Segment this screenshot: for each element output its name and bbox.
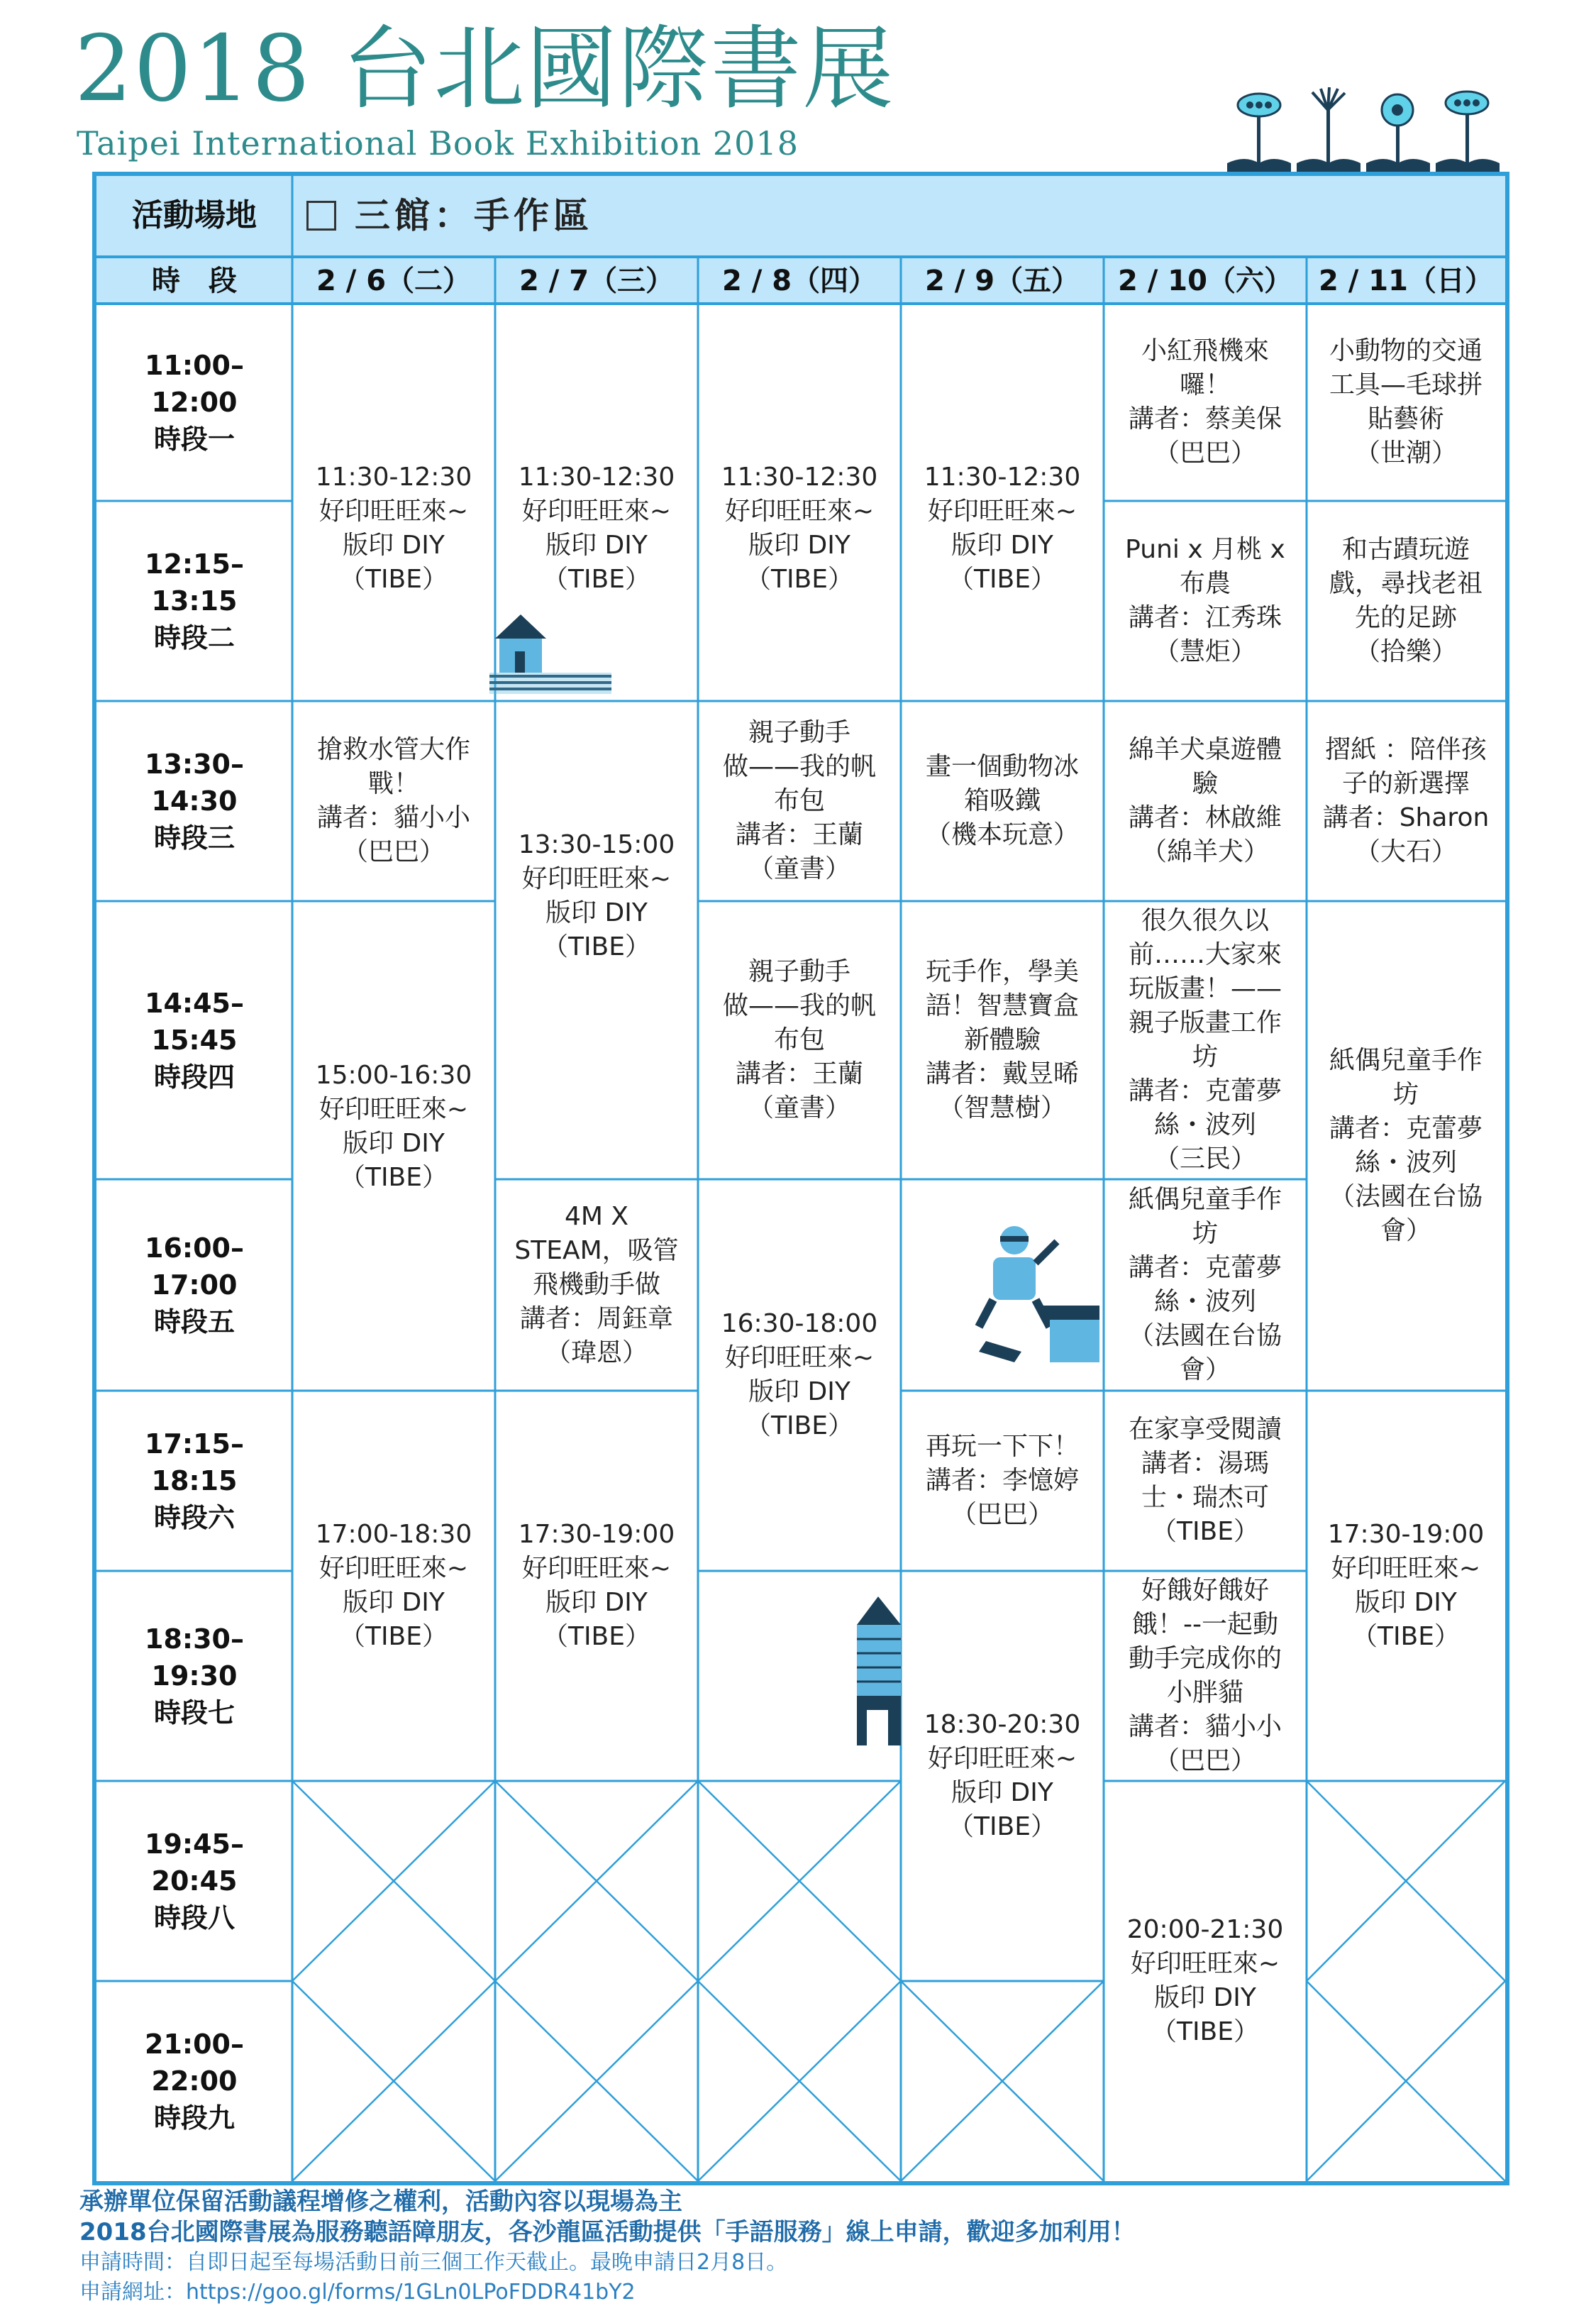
day-header-5: 2 / 10（六） (1118, 265, 1292, 297)
slot-time: 13:30–14:30 (145, 749, 244, 817)
event-cell: 20:00-21:30 好印旺旺來~ 版印 DIY （TIBE） (1126, 1915, 1284, 2046)
day-header-4: 2 / 9（五） (924, 265, 1080, 297)
event-cell: 11:30-12:30 好印旺旺來~ 版印 DIY （TIBE） (924, 463, 1081, 594)
event-cell: 搶救水管大作 戰！ 講者：貓小小 （巴巴） (316, 735, 470, 866)
slot-8 (96, 1781, 292, 1981)
tower-illustration-icon (850, 1596, 901, 1753)
event-cell: 好餓好餓好 餓！--一起動 動手完成你的 小胖貓 講者：貓小小 （巴巴） (1128, 1576, 1282, 1775)
event-cell: 11:30-12:30 好印旺旺來~ 版印 DIY （TIBE） (315, 463, 472, 594)
slot-2 (96, 501, 292, 701)
page-title: 2018 台北國際書展 (74, 16, 895, 122)
day-header-1: 2 / 6（二） (316, 265, 472, 297)
event-cell: 紙偶兒童手作 坊 講者：克蕾夢 絲・波列 （法國在台協 會） (1329, 1046, 1483, 1245)
slot-1 (96, 304, 292, 501)
event-cell: Puni x 月桃 x 布農 講者：江秀珠 （慧炬） (1125, 535, 1285, 666)
footer-apply-url[interactable]: 申請網址：https://goo.gl/forms/1GLn0LPoFDDR41bY2 (79, 2280, 636, 2305)
slot-name: 時段三 (153, 822, 235, 854)
checkbox-icon (306, 201, 336, 231)
footer-apply-period: 申請時間：自即日起至每場活動日前三個工作天截止。最晚申請日2月8日。 (79, 2250, 788, 2275)
slot-name: 時段九 (153, 2102, 235, 2134)
venue-label: 活動場地 (132, 197, 257, 233)
day-header-6: 2 / 11（日） (1319, 265, 1493, 297)
event-cell: 親子動手 做——我的帆 布包 講者：王蘭 （童書） (722, 957, 876, 1122)
event-cell: 綿羊犬桌遊體 驗 講者：林啟維 （綿羊犬） (1128, 735, 1282, 866)
event-cell: 很久很久以 前……大家來 玩版畫！—— 親子版畫工作 坊 講者：克蕾夢 絲・波列 （三民） (1128, 906, 1282, 1174)
day-header-3: 2 / 8（四） (721, 265, 877, 297)
footer-notice: 承辦單位保留活動議程增修之權利，活動內容以現場為主 (79, 2188, 682, 2216)
slot-6 (96, 1391, 292, 1571)
slot-name: 時段六 (153, 1502, 235, 1533)
event-cell: 15:00-16:30 好印旺旺來~ 版印 DIY （TIBE） (315, 1061, 472, 1192)
time-header: 時 段 (152, 265, 237, 297)
venue-value-text: 三館：手作區 (355, 195, 593, 236)
event-cell: 親子動手 做——我的帆 布包 講者：王蘭 （童書） (722, 718, 876, 883)
slot-time: 16:00–17:00 (145, 1232, 244, 1301)
event-cell: 17:30-19:00 好印旺旺來~ 版印 DIY （TIBE） (1327, 1520, 1485, 1651)
printmaker-illustration-icon (972, 1220, 1107, 1369)
slot-name: 時段四 (153, 1061, 235, 1093)
event-cell: 畫一個動物冰 箱吸鐵 （機本玩意） (925, 752, 1079, 849)
event-cell: 11:30-12:30 好印旺旺來~ 版印 DIY （TIBE） (721, 463, 878, 594)
event-cell: 小紅飛機來 囉！ 講者：蔡美保 （巴巴） (1128, 336, 1282, 468)
slot-3 (96, 701, 292, 901)
event-cell: 18:30-20:30 好印旺旺來~ 版印 DIY （TIBE） (924, 1710, 1081, 1841)
event-cell: 17:30-19:00 好印旺旺來~ 版印 DIY （TIBE） (518, 1520, 675, 1651)
footer-sign-language: 2018台北國際書展為服務聽語障朋友，各沙龍區活動提供「手語服務」線上申請，歡迎多加利用！ (79, 2218, 1136, 2246)
slot-time: 12:15–13:15 (145, 548, 244, 617)
slot-time: 11:00–12:00 (145, 350, 244, 418)
event-cell: 在家享受閱讀 講者：湯瑪 士・瑞杰可 （TIBE） (1128, 1415, 1282, 1546)
slot-9 (96, 1981, 292, 2181)
event-cell: 再玩一下下！ 講者：李憶婷 （巴巴） (925, 1432, 1079, 1529)
event-cell: 紙偶兒童手作 坊 講者：克蕾夢 絲・波列 （法國在台協 會） (1128, 1185, 1282, 1384)
slot-5 (96, 1179, 292, 1391)
day-header-2: 2 / 7（三） (519, 265, 675, 297)
event-cell: 玩手作，學美 語！智慧寶盒 新體驗 講者：戴昱晞 （智慧樹） (925, 957, 1079, 1122)
slot-7 (96, 1571, 292, 1781)
slot-4 (96, 901, 292, 1179)
slot-time: 17:15–18:15 (145, 1428, 244, 1496)
slot-name: 時段五 (153, 1306, 235, 1337)
event-cell: 小動物的交通 工具—毛球拼 貼藝術 （世潮） (1329, 336, 1483, 468)
event-cell: 4M X STEAM，吸管 飛機動手做 講者：周鈺章 （瑋恩） (514, 1202, 679, 1367)
page-subtitle: Taipei International Book Exhibition 2018 (77, 124, 799, 162)
slot-name: 時段一 (153, 424, 235, 455)
event-cell: 13:30-15:00 好印旺旺來~ 版印 DIY （TIBE） (518, 830, 675, 961)
slot-time: 18:30–19:30 (145, 1623, 244, 1692)
event-cell: 11:30-12:30 好印旺旺來~ 版印 DIY （TIBE） (518, 463, 675, 594)
event-cell: 17:00-18:30 好印旺旺來~ 版印 DIY （TIBE） (315, 1520, 472, 1651)
house-illustration-icon (487, 609, 614, 697)
slot-name: 時段八 (153, 1902, 235, 1933)
slot-time: 14:45–15:45 (145, 988, 244, 1056)
event-cell: 16:30-18:00 好印旺旺來~ 版印 DIY （TIBE） (721, 1309, 878, 1440)
event-cell: 和古蹟玩遊 戲，尋找老祖 先的足跡 （拾樂） (1329, 535, 1483, 666)
event-cell: 摺紙 ：陪伴孩 子的新選擇 講者：Sharon （大石） (1322, 735, 1490, 866)
slot-time: 19:45–20:45 (145, 1828, 244, 1897)
slot-time: 21:00–22:00 (145, 2029, 244, 2097)
slot-name: 時段二 (153, 622, 235, 653)
slot-name: 時段七 (153, 1697, 235, 1728)
venue-value (292, 176, 1505, 255)
